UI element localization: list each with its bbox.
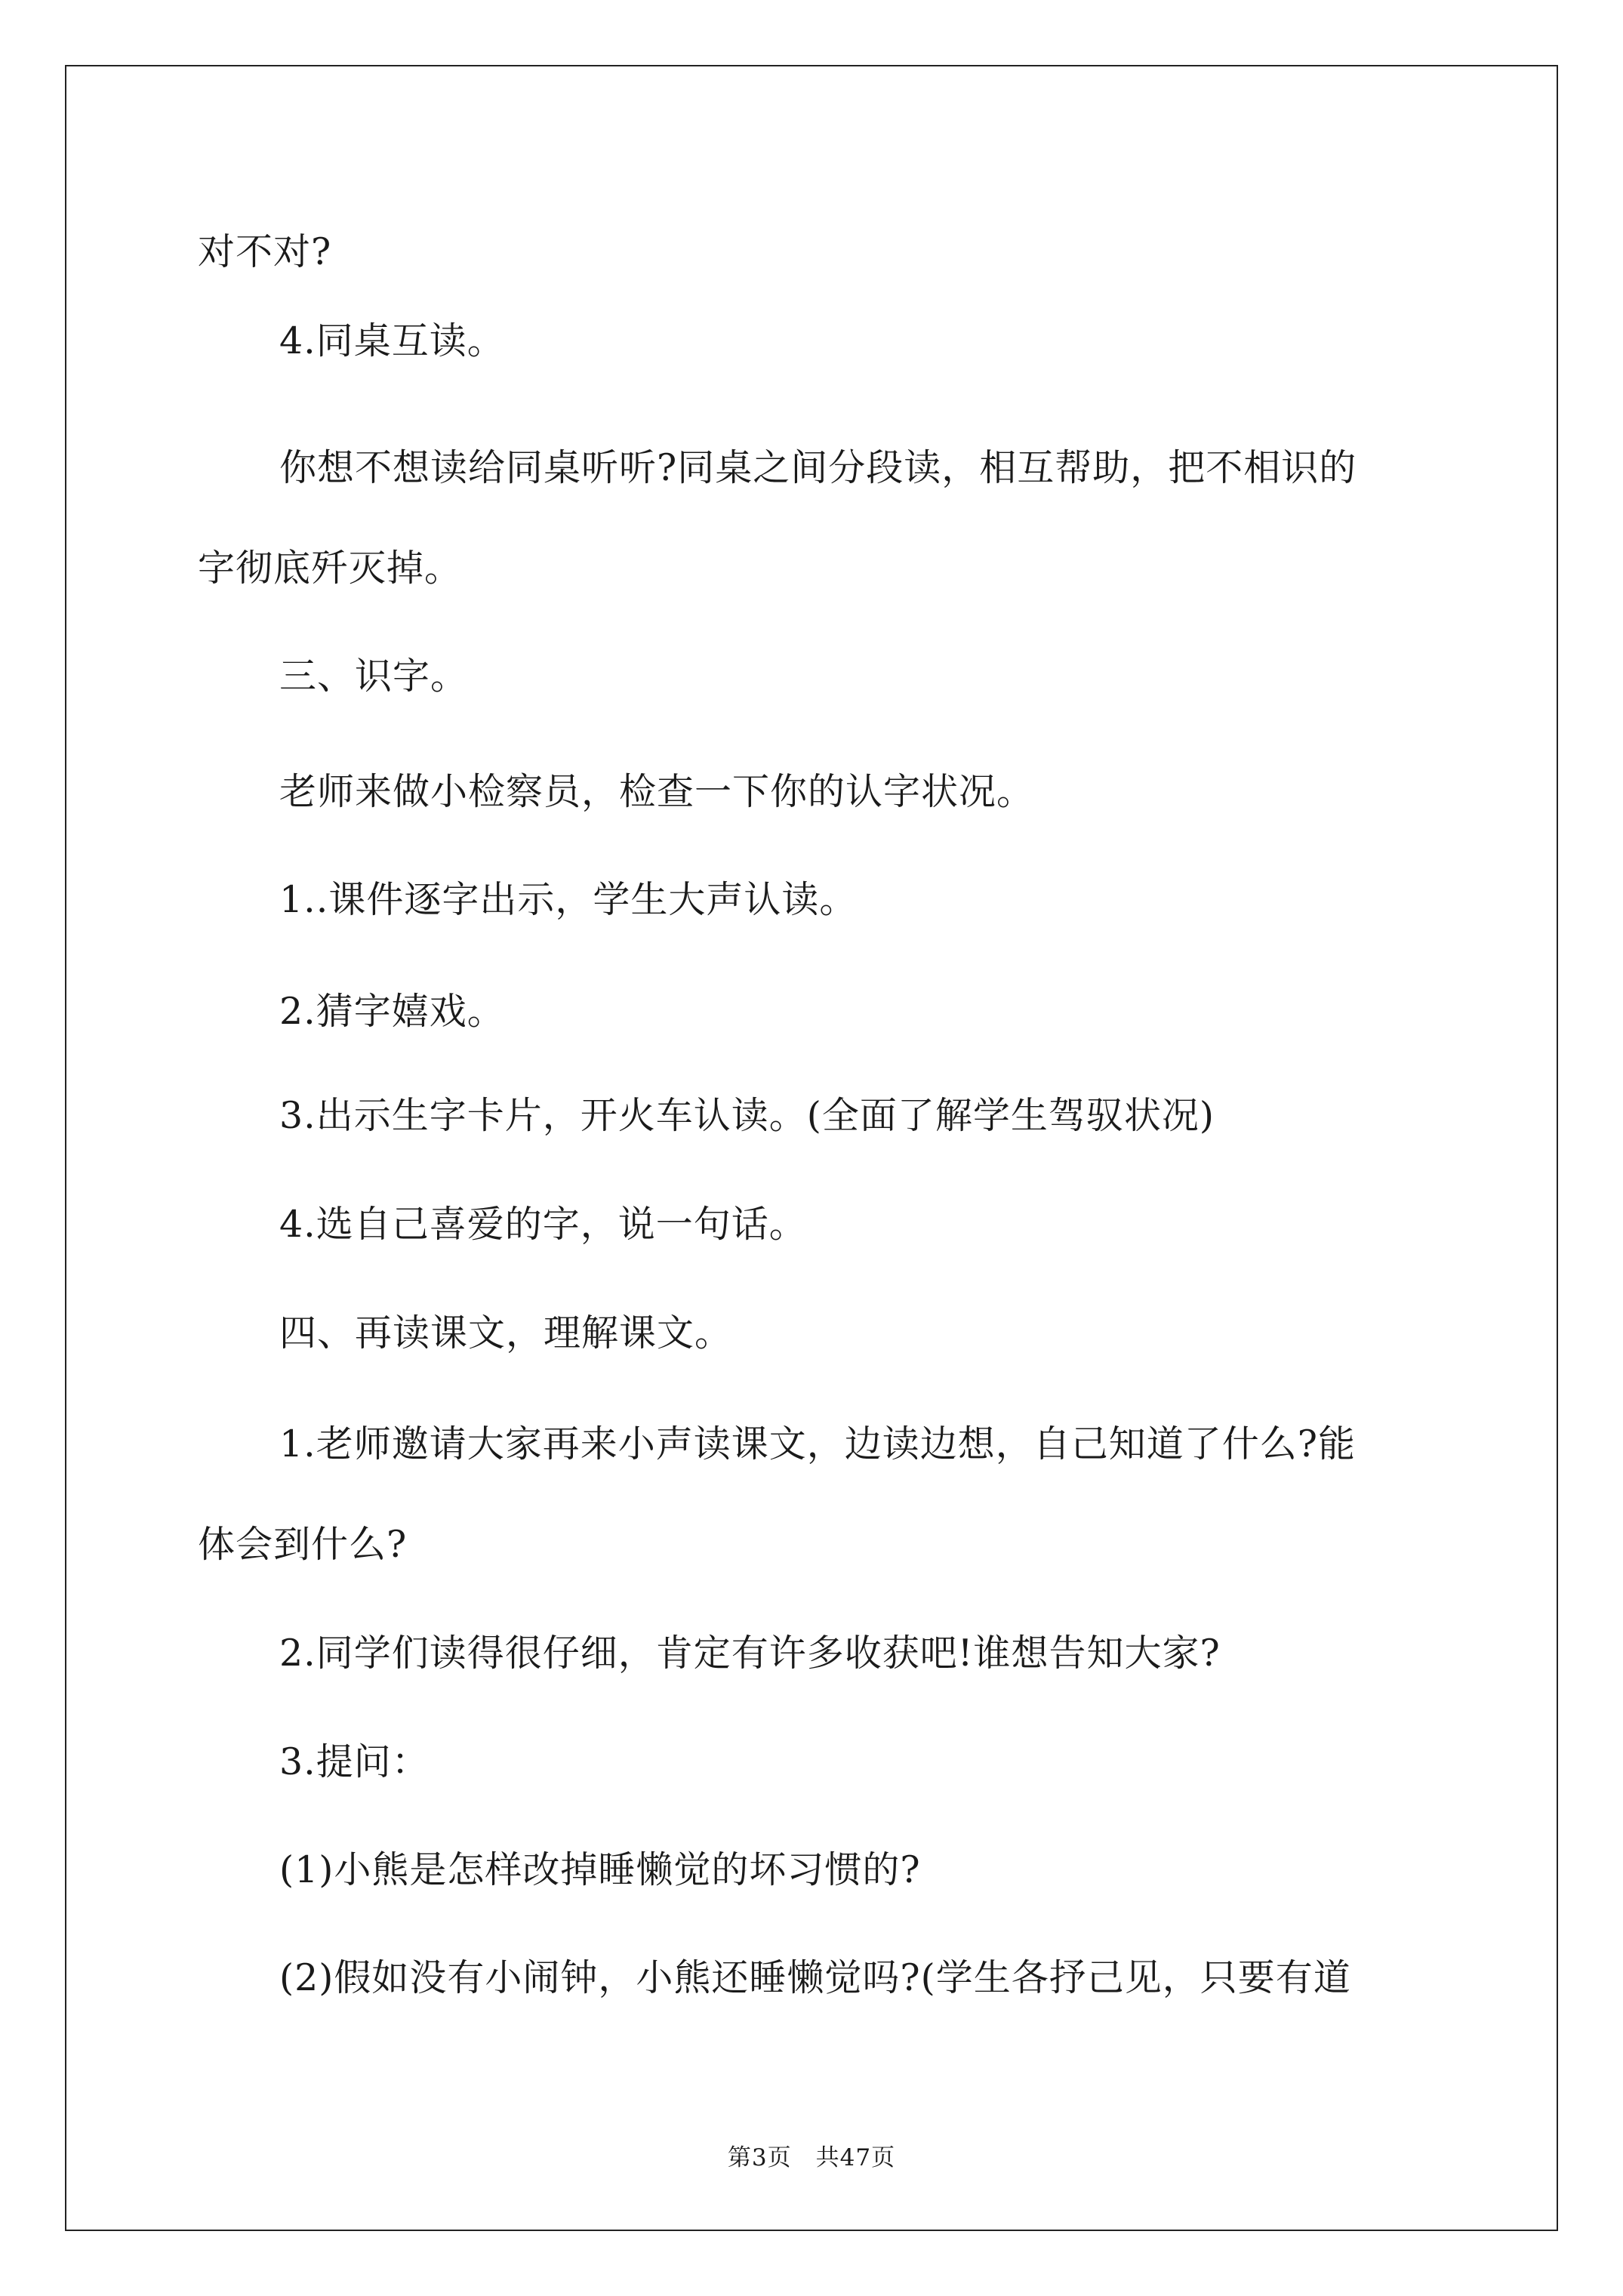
text-line: 字彻底歼灭掉。 — [198, 547, 463, 590]
text-line: 3.提问： — [279, 1740, 430, 1783]
section-heading: 四、再读课文，理解课文。 — [279, 1311, 733, 1354]
text-line: 4.同桌互读。 — [279, 319, 505, 362]
text-line: 老师来做小检察员，检查一下你的认字状况。 — [279, 770, 1035, 813]
text-line: 1..课件逐字出示，学生大声认读。 — [279, 878, 858, 921]
page-number-footer: 第3页 共47页 — [727, 2144, 896, 2171]
text-line: 2.猜字嬉戏。 — [279, 990, 505, 1033]
text-line: 1.老师邀请大家再来小声读课文，边读边想，自己知道了什么?能 — [279, 1422, 1357, 1465]
text-line: (2)假如没有小闹钟，小熊还睡懒觉吗?(学生各抒己见，只要有道 — [279, 1956, 1351, 1999]
text-line: 4.选自己喜爱的字，说一句话。 — [279, 1203, 807, 1246]
text-line: 对不对? — [198, 230, 332, 273]
text-line: 2.同学们读得很仔细，肯定有许多收获吧!谁想告知大家? — [279, 1632, 1221, 1675]
page-frame — [65, 65, 1558, 2231]
section-heading: 三、识字。 — [279, 655, 469, 698]
text-line: 你想不想读给同桌听听?同桌之间分段读，相互帮助，把不相识的 — [279, 446, 1357, 489]
text-line: 体会到什么? — [198, 1523, 408, 1566]
text-line: 3.出示生字卡片，开火车认读。(全面了解学生驾驭状况) — [279, 1094, 1215, 1137]
text-line: (1)小熊是怎样改掉睡懒觉的坏习惯的? — [279, 1848, 921, 1891]
